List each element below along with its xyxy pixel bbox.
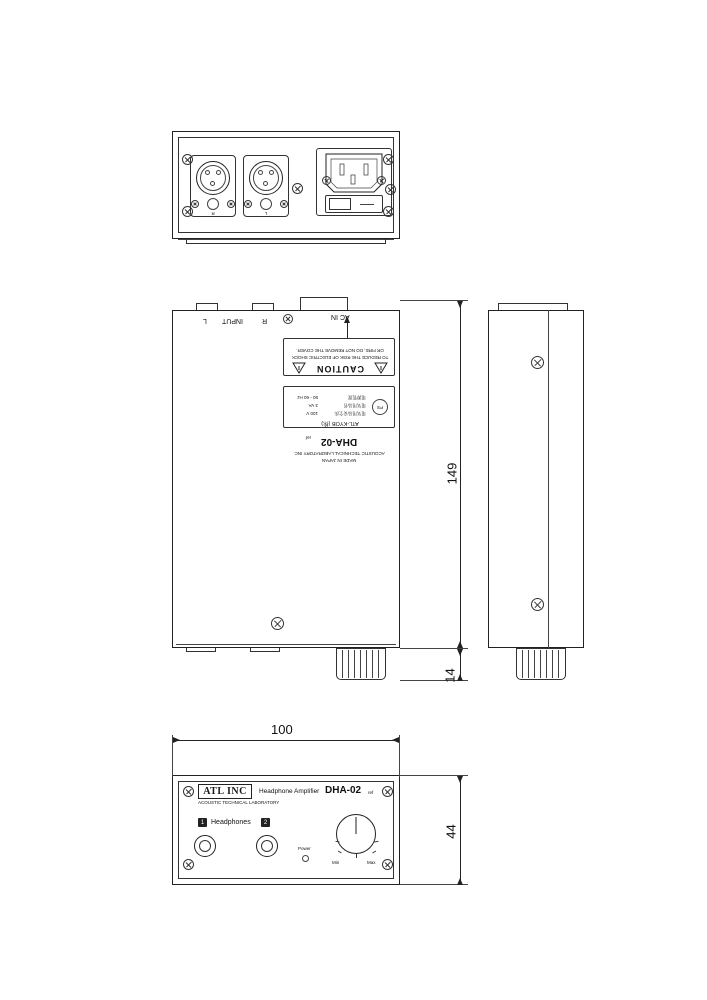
foot-knurl	[558, 650, 559, 678]
dim-label-100: 100	[271, 722, 293, 737]
warning-triangle-icon	[292, 362, 306, 374]
screw-icon	[183, 786, 194, 797]
jack-number-1: 1	[198, 818, 207, 827]
knob-knurl	[360, 650, 361, 678]
headphones-label: Headphones	[211, 819, 251, 826]
front-model-label: DHA-02	[325, 785, 362, 796]
rating-line-1: 100 V	[306, 411, 318, 416]
headphone-jack-2-inner[interactable]	[261, 840, 273, 852]
xlr-pin	[263, 181, 268, 186]
volume-min-label: Min	[332, 860, 340, 865]
dim-line	[460, 301, 461, 647]
xlr-pin	[205, 170, 210, 175]
front-model-suffix: ref	[368, 790, 374, 795]
front-tab	[186, 648, 216, 652]
screw-icon	[531, 598, 544, 611]
screw-icon	[244, 200, 252, 208]
dim-label-44: 44	[443, 824, 459, 839]
brand-logo-text: ATL INC	[203, 786, 247, 797]
dim-arrow	[457, 301, 463, 308]
rating-brand: ATL-KYOB (株)	[321, 420, 359, 426]
front-edge-line	[176, 644, 396, 645]
dim-arrow	[457, 641, 463, 648]
front-tab	[250, 648, 280, 652]
xlr-latch-l	[260, 198, 272, 210]
xlr-label-r: R	[211, 211, 215, 217]
xlr-pin	[269, 170, 274, 175]
side-rear-tab	[498, 303, 568, 310]
volume-max-label: Max	[367, 860, 376, 865]
rating-label	[283, 386, 395, 428]
dim-line	[460, 776, 461, 884]
dim-label-149: 149	[444, 462, 460, 485]
ac-inlet-tab	[300, 297, 348, 310]
foot-knurl	[528, 650, 529, 678]
foot-knurl	[534, 650, 535, 678]
channel-label-l: L	[203, 317, 207, 325]
rear-tab	[196, 303, 218, 310]
power-label: Power	[298, 846, 311, 851]
dim-label-14: 14	[442, 668, 458, 683]
screw-icon	[377, 176, 386, 185]
product-kind-label: Headphone Amplifier	[259, 788, 320, 795]
ps-mark-text: PS	[377, 405, 384, 410]
caution-line-2: OR FIRE, DO NOT REMOVE THE COVER.	[296, 348, 384, 353]
dim-arrow	[173, 737, 180, 743]
xlr-pin	[216, 170, 221, 175]
model-suffix-text: ref	[305, 435, 311, 440]
knob-knurl	[348, 650, 349, 678]
screw-icon	[191, 200, 199, 208]
caution-title: CAUTION	[316, 364, 364, 374]
knob-knurl	[354, 650, 355, 678]
foot-knurl	[546, 650, 547, 678]
rating-line-2: 3 VA	[308, 403, 318, 408]
foot-knurl	[540, 650, 541, 678]
ac-in-label-top: AC IN	[331, 313, 350, 321]
ground-screw-icon	[283, 314, 293, 324]
xlr-latch-r	[207, 198, 219, 210]
dim-arrow	[457, 878, 463, 885]
screw-icon	[322, 176, 331, 185]
dim-arrow	[392, 737, 399, 743]
screw-icon	[382, 786, 393, 797]
screw-icon	[382, 859, 393, 870]
ground-symbol-icon	[385, 184, 396, 195]
screw-icon	[183, 859, 194, 870]
volume-knob-pointer	[336, 814, 376, 854]
knob-knurl	[378, 650, 379, 678]
dim-arrow	[457, 776, 463, 783]
power-switch-left[interactable]	[329, 198, 351, 210]
rear-panel-base	[186, 239, 386, 244]
channel-label-r: R	[262, 317, 268, 325]
caution-line-1: TO REDUCE THE RISK OF ELECTRIC SHOCK	[291, 355, 389, 360]
rating-line-3: 50 - 60 Hz	[297, 395, 318, 400]
knob-knurl	[372, 650, 373, 678]
brand-logo	[198, 784, 252, 799]
screw-icon	[227, 200, 235, 208]
knob-knurl	[366, 650, 367, 678]
brand-logo-sub: ACOUSTIC TECHNICAL LABORATORY	[198, 800, 280, 805]
foot-knurl	[552, 650, 553, 678]
dim-arrow	[457, 674, 463, 681]
screw-icon	[531, 356, 544, 369]
rating-jp-3: 電源装置	[348, 395, 366, 400]
xlr-pin	[210, 181, 215, 186]
maker-text: ACOUSTIC TECHNICAL LABORATORY INC.	[293, 451, 385, 456]
headphone-jack-1-inner[interactable]	[199, 840, 211, 852]
screw-icon	[271, 617, 284, 630]
warning-triangle-icon	[374, 362, 388, 374]
xlr-ring-inner-l	[253, 165, 279, 191]
input-label-top: INPUT	[222, 317, 243, 325]
rear-tab	[252, 303, 274, 310]
ground-screw-icon	[292, 183, 303, 194]
power-switch-marking	[360, 204, 374, 205]
screw-icon	[280, 200, 288, 208]
origin-text: MADE IN JAPAN	[321, 458, 357, 463]
foot-knurl	[522, 650, 523, 678]
model-text: DHA-02	[320, 436, 358, 447]
rating-jp-2: 電気用品名	[343, 403, 366, 408]
volume-tick	[356, 854, 357, 858]
dim-arrow	[457, 649, 463, 656]
rating-jp-1: 電気用品安全法	[334, 411, 366, 416]
ext-line	[399, 735, 400, 777]
xlr-ring-inner-r	[200, 165, 226, 191]
power-led	[302, 855, 309, 862]
xlr-pin	[258, 170, 263, 175]
ac-in-leader-arrow	[344, 316, 350, 323]
dim-line	[173, 740, 399, 741]
caution-label	[283, 338, 395, 376]
side-view-seam	[548, 310, 549, 648]
xlr-label-l: L	[264, 211, 268, 217]
knob-knurl	[342, 650, 343, 678]
jack-number-2: 2	[261, 818, 270, 827]
